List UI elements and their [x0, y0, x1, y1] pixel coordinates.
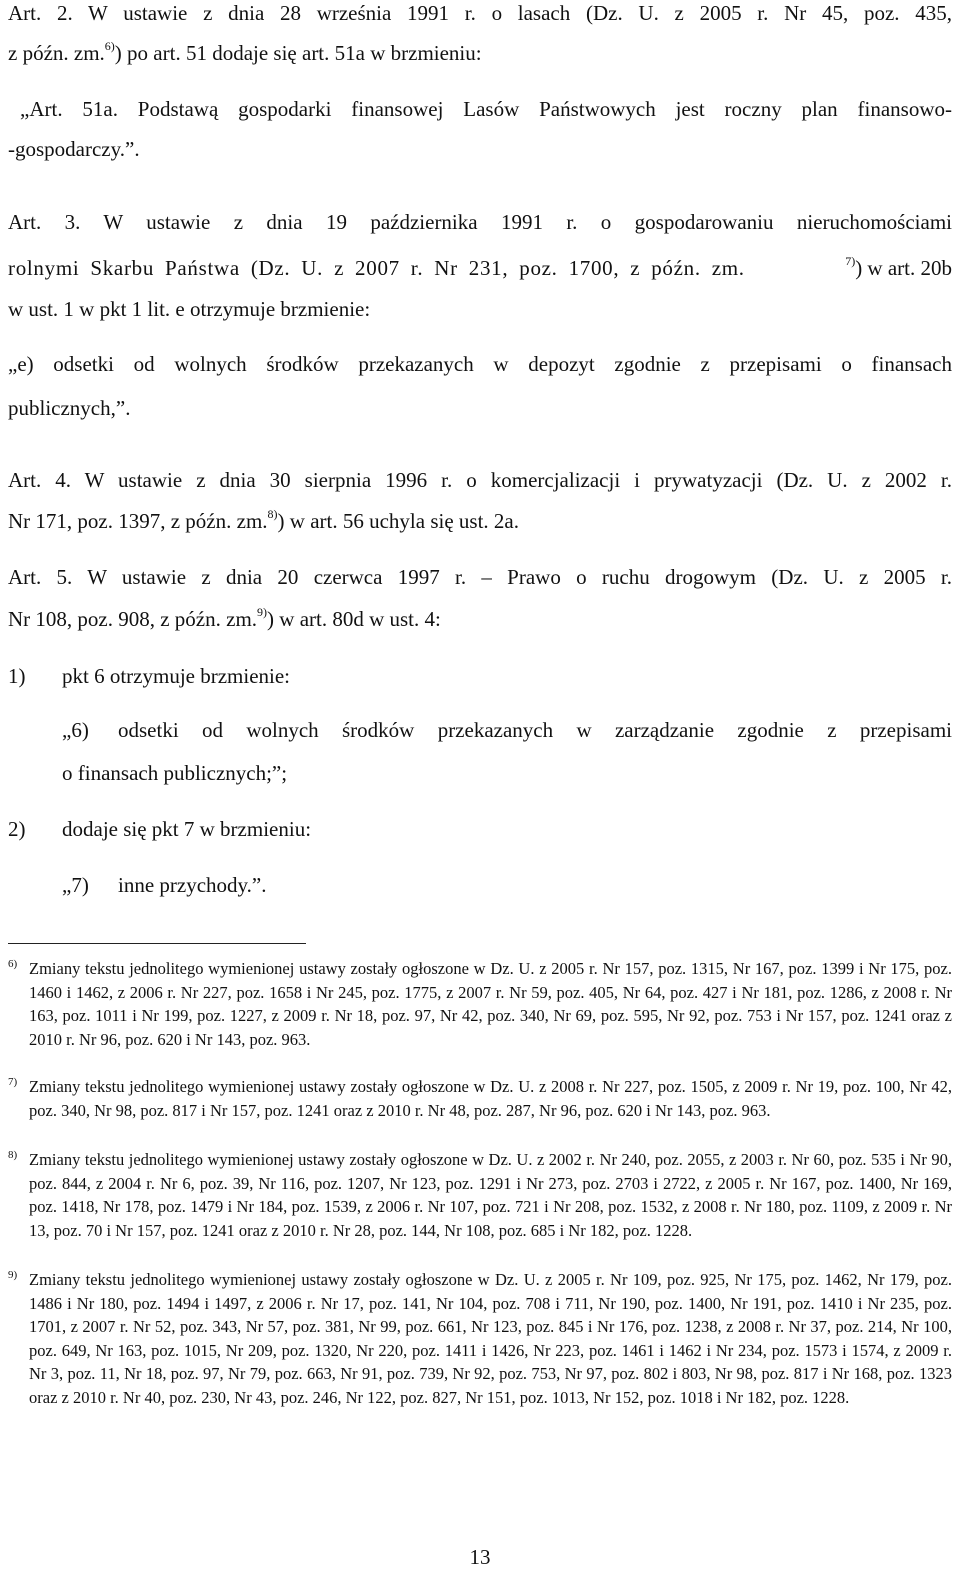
art5-item1-quote-number: „6) — [62, 718, 89, 742]
art2-line2-text: z późn. zm. — [8, 41, 105, 65]
footnote-6-mark: 6) — [8, 958, 18, 970]
art3-line2-text: rolnymi Skarbu Państwa (Dz. U. z 2007 r. Nr 231, poz. 1700, z późn. zm. — [8, 256, 745, 280]
art2-quote-line1: „Art. 51a. Podstawą gospodarki finansowej Lasów Państwowych jest roczny plan finansowo- — [20, 97, 952, 121]
art5-item1-quote-line1: odsetki od wolnych środków przekazanych w zarządzanie zgodnie z przepisami — [118, 718, 952, 742]
footnote-ref-9[interactable]: 9) — [257, 605, 268, 619]
art5-item2-text: dodaje się pkt 7 w brzmieniu: — [62, 817, 312, 841]
footnote-8-text: Zmiany tekstu jednolitego wymienionej ustawy zostały ogłoszone w Dz. U. z 2002 r. Nr 240, poz. 2055, z 2003 r. Nr 60, poz. 535 i Nr 90, poz. 844, z 2004 r. Nr 6, poz. 39, Nr 116, poz. 1207, Nr 123, poz. 1291 i Nr 273, poz. 2703 i 2722, z 2005 r. Nr 167, poz. 1400, Nr 169, poz. 1418, Nr 178, poz. 1479 i Nr 184, poz. 1539, z 2006 r. Nr 107, poz. 721 i Nr 208, poz. 1532, z 2008 r. Nr 180, poz. 1109, z 2009 r. Nr 13, poz. 70 i Nr 157, poz. 1241 oraz z 2010 r. Nr 28, poz. 144, Nr 108, poz. 685 i Nr 182, poz. 1228. — [29, 1150, 952, 1240]
art5-item1-number: 1) — [8, 664, 26, 688]
footnote-6-text: Zmiany tekstu jednolitego wymienionej ustawy zostały ogłoszone w Dz. U. z 2005 r. Nr 157, poz. 1315, Nr 167, poz. 1399 i Nr 175, poz. 1460 i 1462, z 2006 r. Nr 227, poz. 1658 i Nr 245, poz. 1775, z 2007 r. Nr 59, poz. 405, Nr 64, poz. 427 i Nr 181, poz. 1286, z 2008 r. Nr 163, poz. 1011 i Nr 199, poz. 1227, z 2009 r. Nr 18, poz. 97, Nr 42, poz. 340, Nr 69, poz. 595, Nr 92, poz. 753 i Nr 157, poz. 1241 oraz z 2010 r. Nr 96, poz. 620 i Nr 143, poz. 963. — [29, 959, 952, 1049]
footnote-ref-7[interactable]: 7) — [845, 254, 856, 268]
art5-item1-quote-line2: o finansach publicznych;”; — [62, 761, 288, 785]
art4-line2-text: Nr 171, poz. 1397, z późn. zm. — [8, 509, 268, 533]
footnote-9 — [8, 1268, 952, 1409]
art2-line2 — [8, 40, 952, 66]
footnote-ref-6[interactable]: 6) — [104, 39, 115, 53]
art4-line2 — [8, 508, 952, 534]
art5-item2-quote-text: inne przychody.”. — [118, 873, 267, 897]
footnote-7-mark: 7) — [8, 1076, 18, 1088]
footnote-7-text: Zmiany tekstu jednolitego wymienionej ustawy zostały ogłoszone w Dz. U. z 2008 r. Nr 227, poz. 1505, z 2009 r. Nr 19, poz. 100, Nr 42, poz. 340, Nr 98, poz. 817 i Nr 157, poz. 1241 oraz z 2010 r. Nr 48, poz. 287, Nr 96, poz. 620 i Nr 143, poz. 963. — [29, 1077, 952, 1120]
art4-line2-rest: ) w art. 56 uchyla się ust. 2a. — [277, 509, 519, 533]
art3-line2-rest: ) w art. 20b — [855, 256, 952, 280]
footnote-6 — [8, 957, 952, 1051]
art2-line2-rest: ) po art. 51 dodaje się art. 51a w brzmieniu: — [114, 41, 482, 65]
footnote-9-text: Zmiany tekstu jednolitego wymienionej ustawy zostały ogłoszone w Dz. U. z 2005 r. Nr 109, poz. 925, Nr 175, poz. 1462, Nr 179, poz. 1486 i Nr 180, poz. 1494 i 1497, z 2006 r. Nr 17, poz. 141, Nr 104, poz. 708 i 711, Nr 190, poz. 1400, Nr 191, poz. 1410 i Nr 235, poz. 1701, z 2007 r. Nr 52, poz. 343, Nr 57, poz. 381, Nr 99, poz. 661, Nr 123, poz. 845 i Nr 176, poz. 1238, z 2008 r. Nr 37, poz. 214, Nr 100, poz. 649, Nr 163, poz. 1015, Nr 209, poz. 1320, Nr 220, poz. 1411 i 1426, Nr 223, poz. 1461 i 1462 i Nr 234, poz. 1573 i 1574, z 2009 r. Nr 3, poz. 11, Nr 18, poz. 97, Nr 79, poz. 663, Nr 91, poz. 739, Nr 92, poz. 753, Nr 97, poz. 802 i 803, Nr 98, poz. 817 i Nr 168, poz. 1323 oraz z 2010 r. Nr 40, poz. 230, Nr 43, poz. 246, Nr 122, poz. 827, Nr 151, poz. 1013, Nr 152, poz. 1018 i Nr 182, poz. 1228. — [29, 1270, 952, 1407]
footnote-separator — [8, 943, 306, 944]
footnote-8-mark: 8) — [8, 1149, 18, 1161]
footnote-8 — [8, 1148, 952, 1242]
art3-quote-line2: publicznych,”. — [8, 396, 131, 420]
footnote-9-mark: 9) — [8, 1269, 18, 1281]
page-number: 13 — [469, 1545, 491, 1569]
art3-quote-line1: „e) odsetki od wolnych środków przekazanych w depozyt zgodnie z przepisami o finansach — [8, 352, 952, 376]
art2-line1: Art. 2. W ustawie z dnia 28 września 1991 r. o lasach (Dz. U. z 2005 r. Nr 45, poz. 435, — [8, 1, 952, 25]
art3-line1: Art. 3. W ustawie z dnia 19 października 1991 r. o gospodarowaniu nieruchomościami — [8, 210, 952, 234]
art5-item2-number: 2) — [8, 817, 26, 841]
art5-line2 — [8, 606, 952, 632]
art5-item1-text: pkt 6 otrzymuje brzmienie: — [62, 664, 291, 688]
art5-item2-quote-number: „7) — [62, 873, 89, 897]
footnote-7 — [8, 1075, 952, 1122]
art5-line2-text: Nr 108, poz. 908, z późn. zm. — [8, 607, 258, 631]
art5-line2-rest: ) w art. 80d w ust. 4: — [267, 607, 441, 631]
art5-line1: Art. 5. W ustawie z dnia 20 czerwca 1997 r. – Prawo o ruchu drogowym (Dz. U. z 2005 r. — [8, 565, 952, 589]
art4-line1: Art. 4. W ustawie z dnia 30 sierpnia 1996 r. o komercjalizacji i prywatyzacji (Dz. U. z 2002 r. — [8, 468, 952, 492]
footnote-ref-8[interactable]: 8) — [267, 507, 278, 521]
art3-line2 — [8, 255, 952, 281]
art2-quote-line2: -gospodarczy.”. — [8, 137, 140, 161]
art3-line3: w ust. 1 w pkt 1 lit. e otrzymuje brzmienie: — [8, 297, 371, 321]
